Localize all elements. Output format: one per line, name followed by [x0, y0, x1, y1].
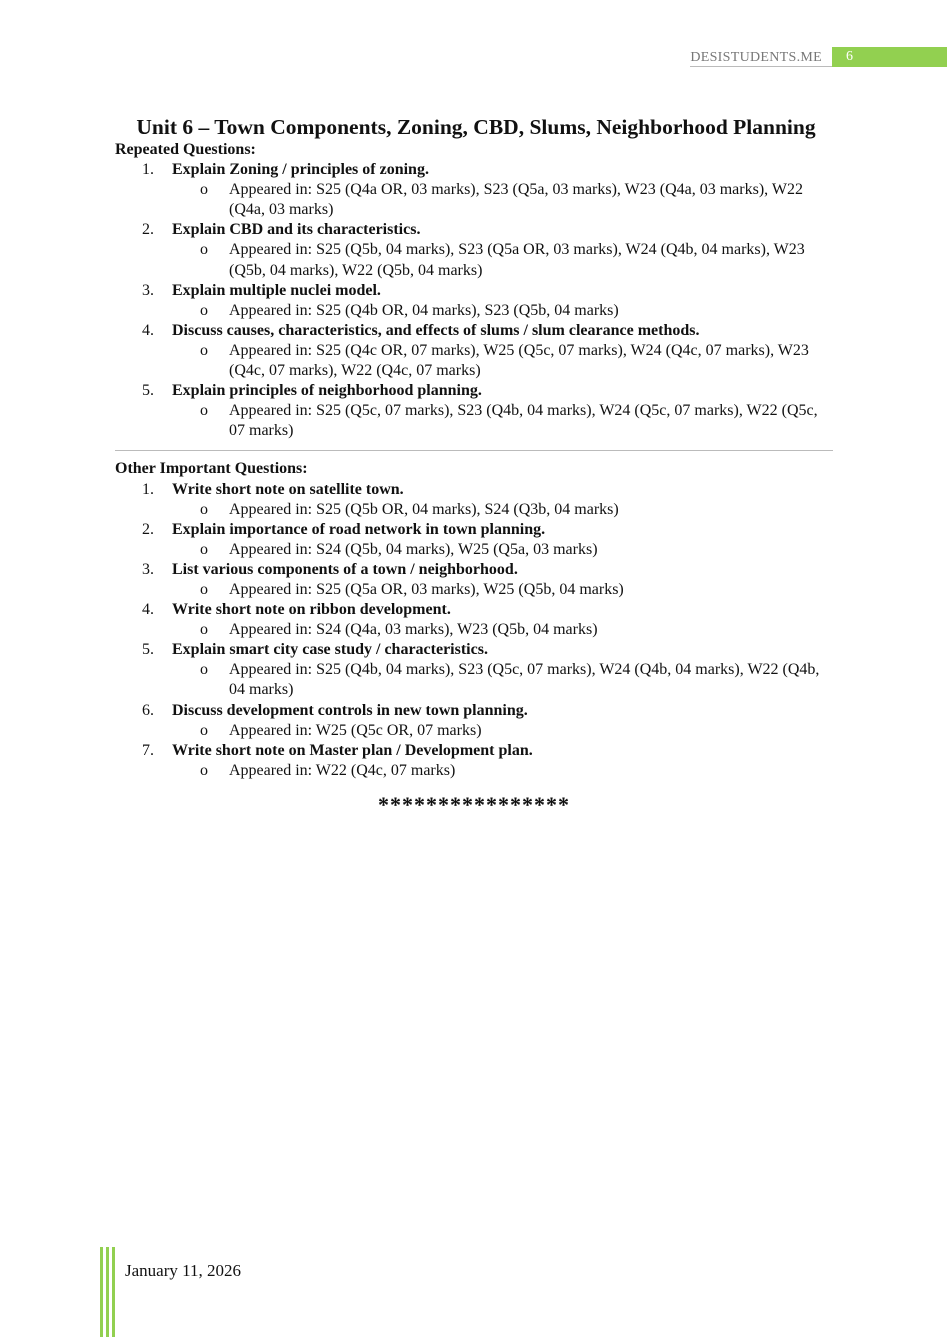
question-text: Discuss development controls in new town planning.	[172, 701, 528, 719]
appeared-in-text: Appeared in: S25 (Q4b, 04 marks), S23 (Q5c, 07 marks), W24 (Q4b, 04 marks), W22 (Q4b, 04 marks)	[229, 661, 820, 699]
question-item	[115, 520, 833, 560]
bullet-icon: o	[200, 181, 208, 199]
repeated-heading: Repeated Questions:	[115, 141, 256, 158]
question-item	[115, 281, 833, 321]
question-item	[115, 640, 833, 700]
question-number: 4.	[142, 601, 154, 619]
question-item	[115, 600, 833, 640]
site-name: DESISTUDENTS.ME	[690, 47, 832, 67]
bullet-icon: o	[200, 341, 208, 359]
question-text: Explain multiple nuclei model.	[172, 281, 381, 299]
page-number: 6	[832, 47, 947, 67]
question-text: Explain CBD and its characteristics.	[172, 221, 421, 239]
appeared-in-text: Appeared in: S25 (Q5b, 04 marks), S23 (Q5a OR, 03 marks), W24 (Q4b, 04 marks), W23 (Q5b, 04 marks), W22 (Q5b, 04 marks)	[229, 241, 805, 279]
end-marker: ****************	[378, 791, 570, 817]
question-text: Explain principles of neighborhood planning.	[172, 382, 482, 400]
question-item	[115, 480, 833, 520]
appeared-in-text: Appeared in: S25 (Q5c, 07 marks), S23 (Q4b, 04 marks), W24 (Q5c, 07 marks), W22 (Q5c, 07 marks)	[229, 402, 818, 440]
bullet-icon: o	[200, 621, 208, 639]
appeared-in-entry	[115, 620, 833, 640]
appeared-in-text: Appeared in: S25 (Q4c OR, 07 marks), W25 (Q5c, 07 marks), W24 (Q4c, 07 marks), W23 (Q4c, 07 marks), W22 (Q4c, 07 marks)	[229, 341, 809, 380]
appeared-in-text: Appeared in: S25 (Q4b OR, 04 marks), S23 (Q5b, 04 marks)	[229, 301, 619, 319]
appeared-in-entry	[115, 500, 833, 520]
footer-accent-bars	[100, 1247, 115, 1337]
section-divider	[115, 450, 833, 451]
question-number: 5.	[142, 641, 154, 659]
question-number: 5.	[142, 382, 154, 400]
appeared-in-entry	[115, 660, 833, 700]
bullet-icon: o	[200, 500, 208, 518]
page-header	[690, 47, 947, 67]
appeared-in-entry	[115, 240, 833, 280]
question-number: 6.	[142, 701, 154, 719]
bullet-icon: o	[200, 721, 208, 739]
question-text: Write short note on Master plan / Development plan.	[172, 741, 533, 759]
appeared-in-text: Appeared in: S25 (Q5b OR, 04 marks), S24 (Q3b, 04 marks)	[229, 500, 619, 518]
other-questions-list	[115, 480, 833, 781]
appeared-in-entry	[115, 341, 833, 381]
question-text: Write short note on satellite town.	[172, 480, 404, 498]
bullet-icon: o	[200, 761, 208, 779]
question-text: Write short note on ribbon development.	[172, 601, 451, 619]
question-text: List various components of a town / neighborhood.	[172, 560, 518, 578]
question-number: 7.	[142, 741, 154, 759]
bullet-icon: o	[200, 580, 208, 598]
question-number: 3.	[142, 281, 154, 299]
question-item	[115, 321, 833, 381]
bullet-icon: o	[200, 301, 208, 319]
question-text: Explain smart city case study / characteristics.	[172, 641, 488, 659]
question-number: 3.	[142, 560, 154, 578]
footer-date: January 11, 2026	[125, 1261, 241, 1280]
question-item	[115, 220, 833, 280]
question-text: Explain importance of road network in town planning.	[172, 520, 546, 538]
question-item	[115, 160, 833, 220]
question-number: 2.	[142, 520, 154, 538]
question-number: 1.	[142, 480, 154, 498]
question-item	[115, 381, 833, 441]
appeared-in-entry	[115, 401, 833, 441]
question-item	[115, 701, 833, 741]
appeared-in-entry	[115, 761, 833, 781]
unit-title: Unit 6 – Town Components, Zoning, CBD, Slums, Neighborhood Planning	[136, 115, 816, 139]
question-number: 4.	[142, 321, 154, 339]
appeared-in-entry	[115, 301, 833, 321]
repeated-questions-list	[115, 160, 833, 441]
appeared-in-text: Appeared in: S24 (Q4a, 03 marks), W23 (Q5b, 04 marks)	[229, 621, 598, 639]
bullet-icon: o	[200, 540, 208, 558]
appeared-in-entry	[115, 580, 833, 600]
document-body	[115, 114, 833, 815]
bullet-icon: o	[200, 241, 208, 259]
appeared-in-text: Appeared in: S25 (Q5a OR, 03 marks), W25 (Q5b, 04 marks)	[229, 580, 624, 598]
appeared-in-text: Appeared in: S25 (Q4a OR, 03 marks), S23 (Q5a, 03 marks), W23 (Q4a, 03 marks), W22 (Q4a, 03 marks)	[229, 181, 803, 219]
appeared-in-text: Appeared in: W22 (Q4c, 07 marks)	[229, 761, 456, 779]
appeared-in-entry	[115, 540, 833, 560]
bullet-icon: o	[200, 402, 208, 420]
question-text: Discuss causes, characteristics, and effects of slums / slum clearance methods.	[172, 321, 700, 339]
appeared-in-text: Appeared in: W25 (Q5c OR, 07 marks)	[229, 721, 482, 739]
appeared-in-entry	[115, 721, 833, 741]
question-number: 1.	[142, 161, 154, 179]
other-heading: Other Important Questions:	[115, 460, 308, 478]
appeared-in-text: Appeared in: S24 (Q5b, 04 marks), W25 (Q5a, 03 marks)	[229, 540, 598, 558]
bullet-icon: o	[200, 661, 208, 679]
question-text: Explain Zoning / principles of zoning.	[172, 161, 429, 179]
question-number: 2.	[142, 221, 154, 239]
question-item	[115, 741, 833, 781]
question-item	[115, 560, 833, 600]
appeared-in-entry	[115, 180, 833, 220]
